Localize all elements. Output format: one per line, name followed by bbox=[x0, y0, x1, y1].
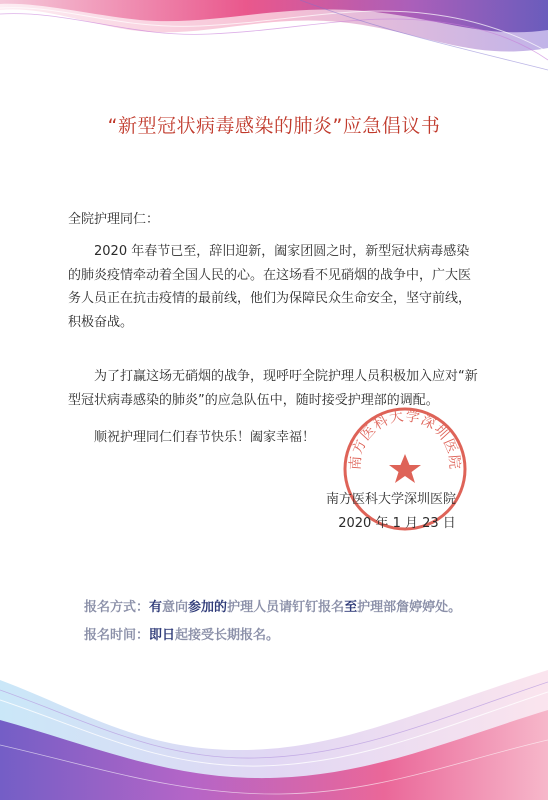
paragraph-1: 2020 年春节已至，辞旧迎新，阖家团圆之时，新型冠状病毒感染的肺炎疫情牵动着全国人民的心。在这场看不见硝烟的战争中，广大医务人员正在抗击疫情的最前线，他们为保障民众生命安全，坚守前线，积极奋战。 bbox=[68, 244, 472, 330]
registration-time-part: 起接受长期报名。 bbox=[175, 628, 280, 643]
paragraph-3: 顺祝护理同仁们春节快乐！阖家幸福！ bbox=[94, 430, 316, 445]
registration-time bbox=[84, 624, 279, 643]
registration-time-part: 即日 bbox=[149, 628, 176, 643]
registration-method-part: 参加的 bbox=[188, 600, 228, 615]
signature-block bbox=[326, 488, 456, 536]
top-wave-decoration bbox=[0, 0, 548, 80]
svg-text:南方医科大学深圳医院: 南方医科大学深圳医院 bbox=[347, 408, 463, 471]
registration-method bbox=[84, 596, 461, 615]
registration-method-part: 护理部詹婷婷 bbox=[357, 600, 436, 615]
registration-method-part: 有 bbox=[149, 600, 163, 615]
registration-method-part: 意向 bbox=[162, 600, 189, 615]
registration-method-part: 护理人员请钉钉报名 bbox=[227, 600, 345, 615]
paragraph-2: 为了打赢这场无硝烟的战争，现呼吁全院护理人员积极加入应对“新型冠状病毒感染的肺炎”的应急队伍中，随时接受护理部的调配。 bbox=[68, 369, 478, 408]
bottom-wave-decoration bbox=[0, 650, 548, 800]
salutation: 全院护理同仁： bbox=[68, 212, 160, 227]
signature-organization: 南方医科大学深圳医院 bbox=[326, 492, 457, 507]
registration-time-label: 报名时间： bbox=[84, 628, 150, 643]
registration-method-part: 处。 bbox=[435, 600, 462, 615]
seal-star-icon bbox=[389, 454, 421, 483]
registration-method-label: 报名方式： bbox=[84, 600, 150, 615]
registration-method-part: 至 bbox=[344, 600, 358, 615]
signature-date: 2020 年 1 月 23 日 bbox=[338, 516, 456, 531]
document-title: “新型冠状病毒感染的肺炎”应急倡议书 bbox=[107, 115, 441, 137]
